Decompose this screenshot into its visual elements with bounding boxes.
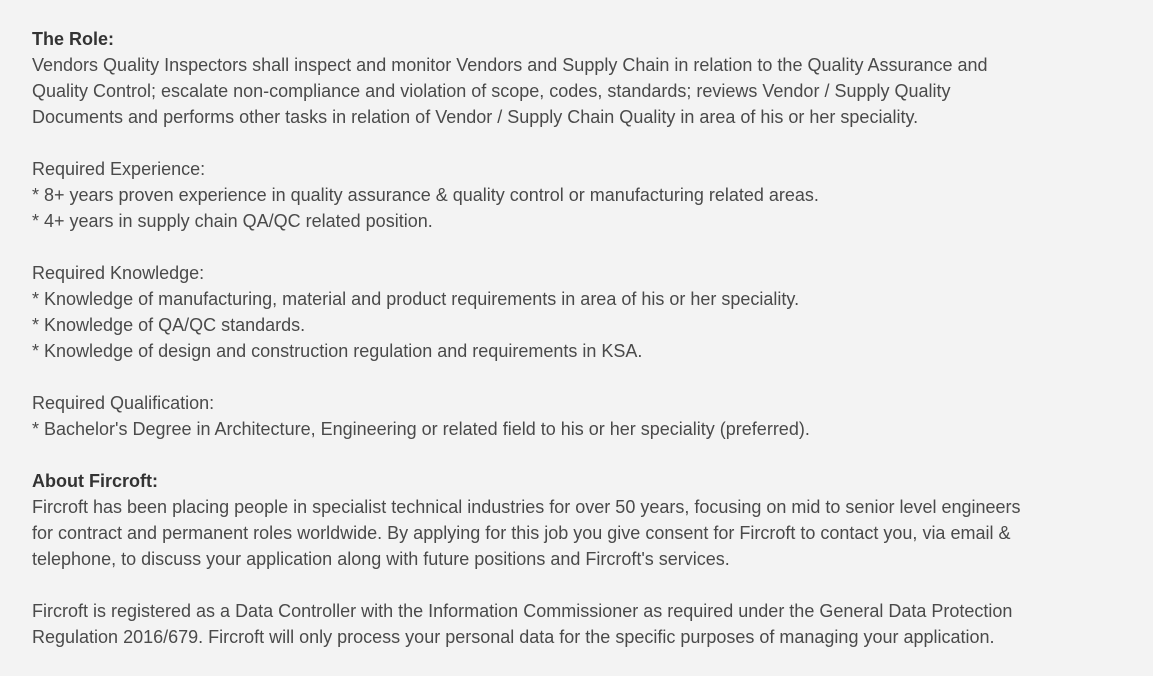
knowledge-heading: Required Knowledge: [32,263,205,283]
experience-item: * 8+ years proven experience in quality assurance & quality control or manufacturing related areas. [32,185,819,205]
experience-section [32,156,1122,234]
knowledge-section [32,260,1122,364]
about-text-line: Fircroft has been placing people in specialist technical industries for over 50 years, focusing on mid to senior level engineers [32,497,1021,517]
data-protection-text-line: Fircroft is registered as a Data Controller with the Information Commissioner as required under the General Data Protection [32,601,1013,621]
about-heading: About Fircroft: [32,471,158,491]
role-text-line: Vendors Quality Inspectors shall inspect and monitor Vendors and Supply Chain in relation to the Quality Assurance and [32,55,988,75]
about-section [32,468,1122,572]
experience-item: * 4+ years in supply chain QA/QC related position. [32,211,433,231]
job-description [32,26,1122,676]
data-protection-text-line: Regulation 2016/679. Fircroft will only process your personal data for the specific purposes of managing your application. [32,627,995,647]
knowledge-item: * Knowledge of QA/QC standards. [32,315,306,335]
qualification-heading: Required Qualification: [32,393,215,413]
role-heading: The Role: [32,29,115,49]
about-text-line: for contract and permanent roles worldwide. By applying for this job you give consent for Fircroft to contact you, via email & [32,523,1011,543]
knowledge-item: * Knowledge of design and construction regulation and requirements in KSA. [32,341,643,361]
about-text-line: telephone, to discuss your application along with future positions and Fircroft's services. [32,549,730,569]
role-text-line: Quality Control; escalate non-compliance and violation of scope, codes, standards; reviews Vendor / Supply Quality [32,81,951,101]
qualification-section [32,390,1122,442]
data-protection-section [32,598,1122,650]
qualification-item: * Bachelor's Degree in Architecture, Engineering or related field to his or her speciality (preferred). [32,419,810,439]
knowledge-item: * Knowledge of manufacturing, material and product requirements in area of his or her speciality. [32,289,800,309]
experience-heading: Required Experience: [32,159,206,179]
role-text-line: Documents and performs other tasks in relation of Vendor / Supply Chain Quality in area of his or her speciality. [32,107,919,127]
role-section [32,26,1122,130]
